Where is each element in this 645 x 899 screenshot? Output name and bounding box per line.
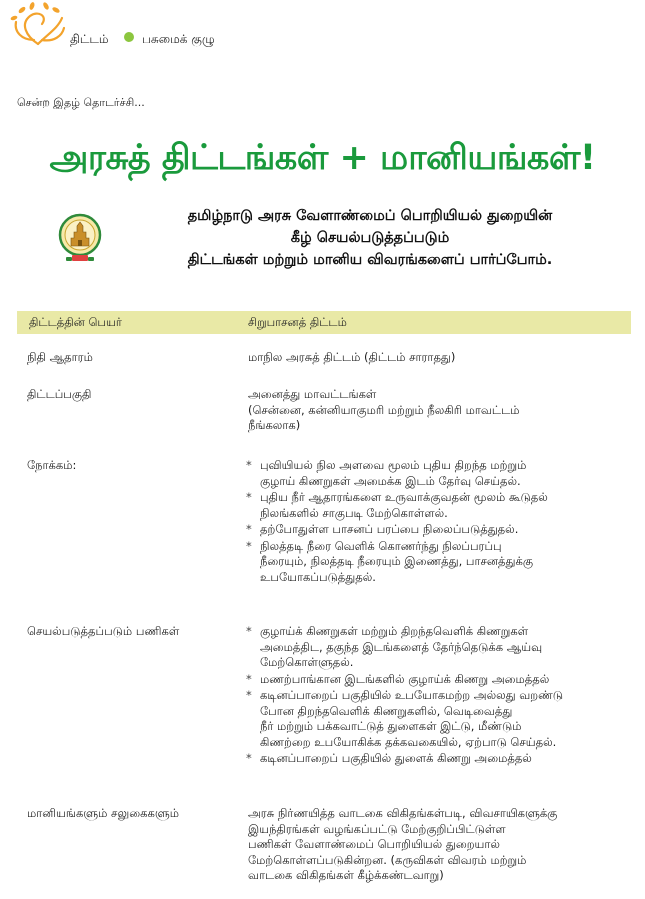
value-line: பணிகள் வேளாண்மைப் பொறியியல் துறையால் (248, 837, 500, 851)
intro-text (105, 205, 635, 271)
row-label: மானியங்களும் சலுகைகளும் (27, 806, 179, 820)
list-item (242, 522, 634, 538)
value-line: (சென்னை, கன்னியாகுமரி மற்றும் நீலகிரி மாவட்டம் (248, 402, 520, 417)
bullet-line: * புவியியல் நில அளவை மூலம் புதிய திறந்த மற்றும் (260, 458, 527, 472)
bullet-line: குழாய் கிணறுகள் அமைக்க இடம் தேர்வு செய்தல். (260, 473, 521, 488)
scheme-name-header: திட்டத்தின் பெயர் (29, 315, 122, 329)
bullet-line: அமைத்திட, தகுந்த இடங்களைத் தேர்ந்தெடுக்க ஆய்வு (260, 639, 543, 654)
bullet-line: மேற்கொள்ளுதல். (260, 655, 354, 669)
bullet-line: போன திறந்தவெளிக் கிணறுகளில், வெடிவைத்து (260, 703, 513, 718)
page-title: அரசுத் திட்டங்கள் + மானியங்கள்! (49, 138, 596, 178)
list-item (242, 624, 634, 671)
tamil-nadu-emblem-icon (58, 208, 102, 266)
works-list (242, 624, 634, 768)
list-item (242, 458, 634, 489)
bullet-line: * கடினப்பாறைப் பகுதியில் உபயோகமற்ற அல்லது வறண்டு (260, 688, 564, 702)
bullet-line: நிலங்களில் சாகுபடி மேற்கொள்ளல். (260, 505, 448, 520)
bullet-line: * மணற்பாங்கான இடங்களில் குழாய்க் கிணறு அமைத்தல் (260, 671, 550, 686)
bullet-line: நீரையும், நிலத்தடி நீரையும் இணைத்து, பாசனத்துக்கு (260, 554, 533, 568)
row-label: செயல்படுத்தப்படும் பணிகள் (27, 624, 180, 638)
green-dot-icon (124, 32, 134, 42)
page-header (0, 0, 645, 60)
bullet-line: * தற்போதுள்ள பாசனப் பரப்பை நிலைப்படுத்துதல். (260, 522, 519, 536)
row-value (248, 350, 633, 366)
intro-line: தமிழ்நாடு அரசு வேளாண்மைப் பொறியியல் துறையின் (187, 208, 553, 224)
table-header (17, 311, 631, 334)
list-item (242, 688, 634, 750)
bullet-line: நீர் மற்றும் பக்கவாட்டுத் துளைகள் இட்டு, மீண்டும் (260, 719, 522, 733)
scheme-name-value: சிறுபாசனத் திட்டம் (248, 315, 347, 329)
row-label: நோக்கம்: (27, 458, 77, 472)
objectives-list (242, 458, 634, 586)
value-line: அனைத்து மாவட்டங்கள் (248, 387, 377, 401)
value-line: மேற்கொள்ளப்படுகின்றன. (கருவிகள் விவரம் மற்றும் (248, 852, 527, 867)
list-item (242, 672, 634, 688)
list-item (242, 751, 634, 767)
bullet-line: * கடினப்பாறைப் பகுதியில் துளைக் கிணறு அமைத்தல் (260, 751, 532, 765)
bullet-line: உபயோகப்படுத்துதல். (260, 569, 376, 584)
value-line: நீங்கலாக) (248, 418, 301, 432)
value-line: இயந்திரங்கள் வழங்கப்பட்டு மேற்குறிப்பிட்டுள்ள (248, 821, 506, 836)
row-value (248, 806, 633, 884)
list-item (242, 490, 634, 521)
list-item (242, 539, 634, 586)
continuation-note: சென்ற இதழ் தொடர்ச்சி... (17, 96, 145, 109)
row-label: திட்டப்பகுதி (27, 387, 92, 401)
bullet-line: * நிலத்தடி நீரை வெளிக் கொணர்ந்து நிலப்பரப்பு (260, 538, 502, 553)
row-value (248, 387, 633, 434)
bullet-line: கிணற்றை உபயோகிக்க தக்கவகையில், ஏற்பாடு செய்தல். (260, 734, 557, 749)
bullet-line: * குழாய்க் கிணறுகள் மற்றும் திறந்தவெளிக் கிணறுகள் (260, 624, 529, 638)
row-label: நிதி ஆதாரம் (27, 350, 93, 364)
bullet-line: * புதிய நீர் ஆதாரங்களை உருவாக்குவதன் மூலம் கூடுதல் (260, 490, 548, 504)
value-line: வாடகை விகிதங்கள் கீழ்க்கண்டவாறு) (248, 868, 444, 882)
value-line: மாநில அரசுத் திட்டம் (திட்டம் சாராதது) (248, 350, 456, 364)
column-name: பசுமைக் குழு (142, 32, 215, 46)
intro-line: கீழ் செயல்படுத்தப்படும் (290, 230, 450, 246)
section-label: திட்டம் (70, 32, 109, 46)
intro-line: திட்டங்கள் மற்றும் மானிய விவரங்களைப் பார்ப்போம். (187, 252, 553, 268)
value-line: அரசு நிர்ணயித்த வாடகை விகிதங்கள்படி, விவசாயிகளுக்கு (248, 806, 558, 820)
orange-swirl-logo (8, 0, 68, 50)
